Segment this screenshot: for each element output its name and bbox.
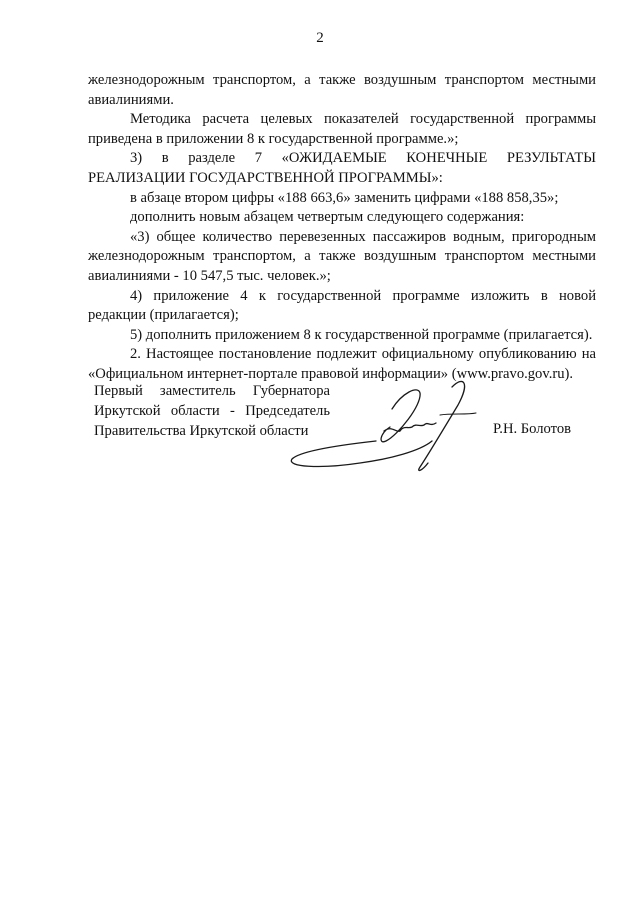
paragraph-replace-figures: в абзаце втором цифры «188 663,6» заменить цифрами «188 858,35»;: [130, 189, 559, 206]
paragraph-section-7-line1: 3) в разделе 7 «ОЖИДАЕМЫЕ КОНЕЧНЫЕ РЕЗУЛЬТАТЫ: [130, 150, 596, 167]
paragraph-continuation: железнодорожным транспортом, а также воздушным транспортом местными авиалиниями.: [88, 72, 596, 108]
page-number: 2: [316, 30, 324, 46]
paragraph-methodology: Методика расчета целевых показателей государственной программы приведена в приложении 8 к государственной программе.»;: [88, 111, 596, 147]
paragraph-section-7-line2: РЕАЛИЗАЦИИ ГОСУДАРСТВЕННОЙ ПРОГРАММЫ»:: [88, 169, 443, 186]
paragraph-passenger-count: «3) общее количество перевезенных пассажиров водным, пригородным железнодорожным транспортом, а также воздушным транспортом местными авиалиниями - 10 547,5 тыс. человек.»;: [88, 228, 596, 284]
signatory-position-line1: Первый заместитель Губернатора: [94, 383, 330, 399]
paragraph-publication: 2. Настоящее постановление подлежит официальному опубликованию на «Официальном интернет-портале правовой информации» (www.pravo.gov.ru).: [88, 346, 596, 382]
signatory-position-line3: Правительства Иркутской области: [94, 423, 309, 439]
paragraph-appendix-4: 4) приложение 4 к государственной программе изложить в новой редакции (прилагается);: [88, 287, 596, 324]
handwritten-signature: [280, 375, 495, 475]
signatory-name: Р.Н. Болотов: [493, 421, 572, 437]
paragraph-add-fourth-paragraph: дополнить новым абзацем четвертым следующего содержания:: [130, 209, 525, 226]
paragraph-appendix-8: 5) дополнить приложением 8 к государственной программе (прилагается).: [130, 326, 593, 343]
document-body: [88, 71, 596, 385]
signatory-position-line2: Иркутской области - Председатель: [94, 403, 330, 419]
